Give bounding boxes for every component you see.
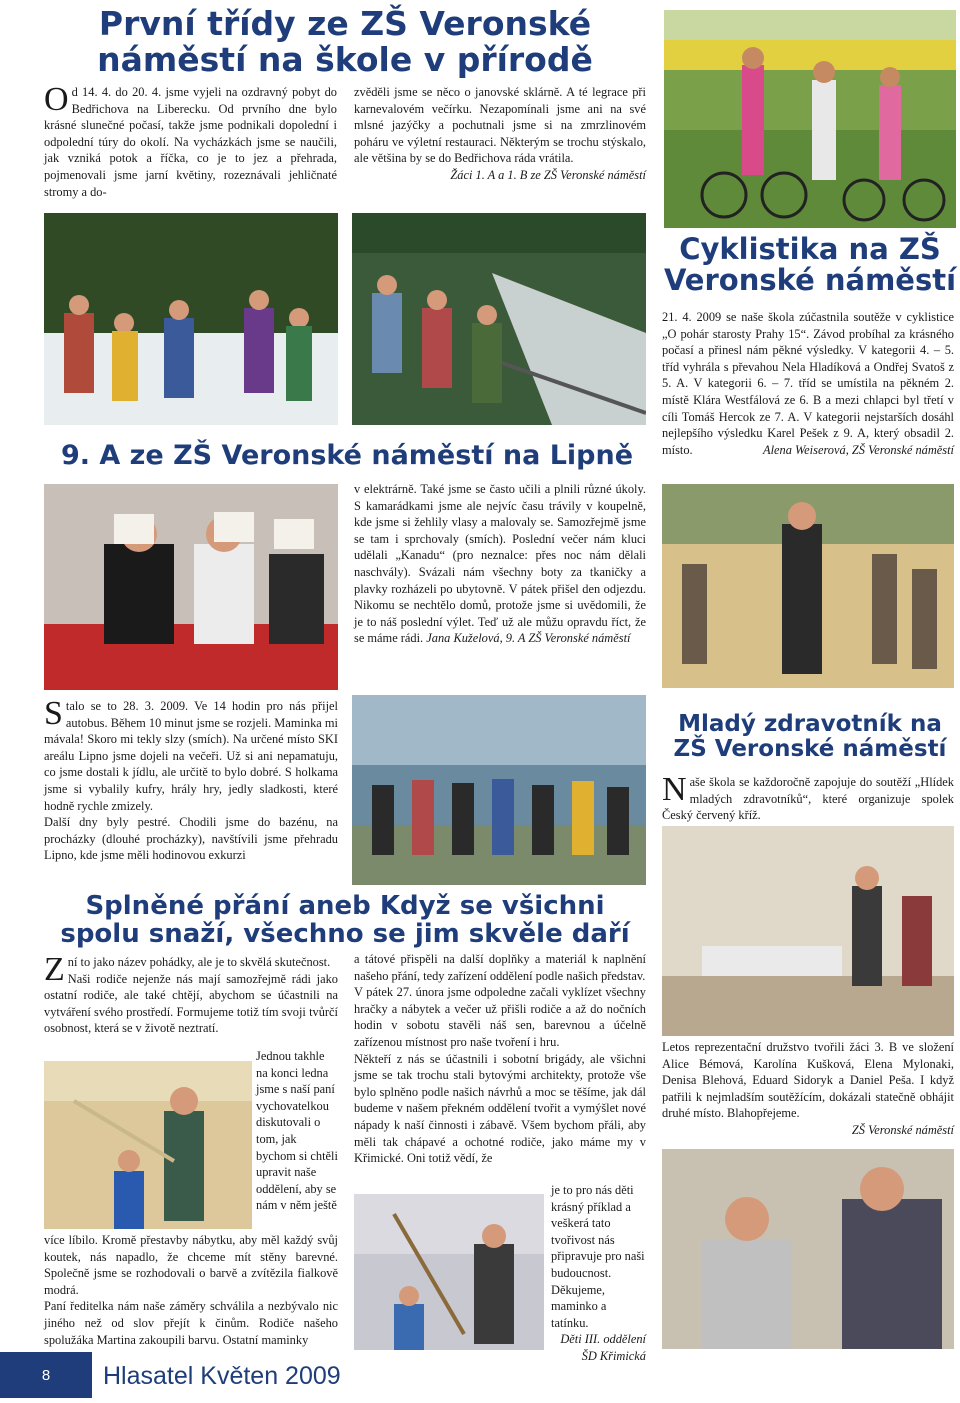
page-number: 8 bbox=[0, 1352, 92, 1398]
first-aid-photo bbox=[662, 826, 954, 1036]
title-line: Veronské náměstí bbox=[663, 263, 957, 298]
title-line: Mladý zdravotník na bbox=[678, 711, 942, 737]
article5-bottom-left bbox=[44, 1232, 338, 1348]
article5-text: ní to jako název pohádky, ale je to skvělá skutečnost. bbox=[67, 955, 331, 969]
article3-text: Další dny byly pestré. Chodili jsme do bazénu, na procházky (dlouhé procházky), navštívili jsme přehradu Lipno, kde jsme měli hodinovou exkurzi bbox=[44, 815, 338, 863]
article1-title bbox=[60, 6, 630, 77]
article5-text: V pátek 27. února jsme odpoledne začali vyklízet všechny hračky a nábytek a večer už přišli rodiče a až do nočních hodin v sobotu stavěli náš sen, barevnou a účelně zařízenou místnost pro naše tvoření i hru. bbox=[354, 985, 646, 1050]
article4-text: Letos reprezentační družstvo tvořili žáci 3. B ve složení Alice Bémová, Karolína Kušková, Elena Mylonaki, Denisa Blehová, Eduard Sidoryk a Daniel Peša. I když patřili k nejmladším soutěžícím, dokázali statečně obhájit druhé místo. Blahopřejeme. bbox=[662, 1040, 954, 1121]
dropcap: N bbox=[662, 771, 687, 808]
volleyball-photo bbox=[662, 484, 954, 688]
dropcap: S bbox=[44, 695, 63, 732]
article5-signature: Děti III. oddělení bbox=[560, 1332, 646, 1347]
title-line: Cyklistika na ZŠ bbox=[679, 232, 941, 266]
article4-body bbox=[662, 771, 954, 824]
article5-right-narrow bbox=[551, 1182, 646, 1365]
article3-text: talo se to 28. 3. 2009. Ve 14 hodin pro nás přijel autobus. Během 10 minut jsme se rozjeli. Maminka mi mávala! Skoro mi tekly slzy (smích). Na určené místo SKI areálu Lipno jsme dojeli na večeři. Už si ani nepamatuju, co jsme dostali k jídlu, ale určitě to bylo dobré. S holkama jsme si vybalily kufry, hrály hry, jedly sladkosti, které hodně rychle zmizely. bbox=[44, 699, 338, 813]
article4-signature: ZŠ Veronské náměstí bbox=[851, 1123, 954, 1138]
article1-signature: Žáci 1. A a 1. B ze ZŠ Veronské náměstí bbox=[450, 168, 646, 183]
article2-signature: Alena Weiserová, ZŠ Veronské náměstí bbox=[763, 442, 954, 457]
article2-title bbox=[660, 234, 960, 297]
article3-right-col bbox=[354, 481, 646, 647]
article1-text: d 14. 4. do 20. 4. jsme vyjeli na ozdravný pobyt do Bedřichova na Liberecku. Od prvního dne bylo krásné slunečné počasí, takže jsme podnikali dopolední i odpolední túry do okolí. Na vycházkách jsme se naučili, jak vzniká potok a říčka, co je to jez a přehrada, pojmenovali jsme jarní květiny, rozeznávali jehličnaté stromy a do- bbox=[44, 85, 337, 199]
lipno-group-photo bbox=[352, 695, 646, 885]
article5-text: Jednou takhle na konci ledna jsme s naší paní vychovatelkou diskutovali o tom, jak bychom si chtěli upravit naše oddělení, aby se nám v něm ještě bbox=[256, 1049, 338, 1213]
girls-photo bbox=[44, 484, 338, 690]
article5-intro bbox=[44, 951, 338, 1037]
title-line: První třídy ze ZŠ Veronské bbox=[98, 4, 592, 43]
article1-text: zvěděli jsme se něco o janovské sklárně. A té legrace při karnevalovém večírku. Nezapomínali jsme ani na své mlsné jazýčky a pochutnali jsme si na zmrzlinovém poháru ve výletní restauraci. Některým se trochu stýskalo, ale většina by se do Bedřichova ráda vrátila. bbox=[354, 85, 646, 166]
article5-text: je to pro nás děti krásný příklad a veškerá tato tvořivost nás připravuje pro naši budoucnost. Děkujeme, maminko a tatínku. bbox=[551, 1183, 645, 1330]
article3-text: v elektrárně. Také jsme se často učili a plnili různé úkoly. S kamarádkami jsme ale nejvíc času trávily v koupelně, kde jsme si žehlily vlasy a malovaly se. Samozřejmě jsme se tam i sprchovaly (smích). Poslední večer nám kluci udělali „Kanadu“ (pro neznalce: přes noc nám dělali naschvály). Svázali nám všechny boty za tkaničky a plavky rozházeli po ubytovně. V pátek přišel den odjezdu. Nikomu se nechtělo domů, protože jsme si uvědomili, že je to náš poslední výlet. Teď už ale můžu opravdu říct, že se máme rádi. bbox=[354, 482, 646, 646]
article3-left-col bbox=[44, 695, 338, 864]
article5-text: Někteří z nás se účastnili i sobotní brigády, ale všichni jsme se tak trochu stali bytovými architekty, protože vše bylo splněno podle našich návrhů a moc se těšíme, jak dál budeme v našem překném oddělení tvořit a vymýšlet nové nápady k naší činnosti i zábavě. Všem bychom přáli, aby měli tak chápavé a ochotné rodiče, jako máme my v Křimické. Oni totiž vědí, že bbox=[354, 1051, 646, 1166]
article4-title bbox=[660, 712, 960, 762]
room-painting-photo bbox=[354, 1194, 544, 1350]
article5-narrow-col bbox=[256, 1048, 338, 1214]
article5-title bbox=[30, 892, 660, 948]
article5-signature: ŠD Křimická bbox=[581, 1349, 646, 1364]
dropcap: Z bbox=[44, 951, 65, 988]
article3-signature: Jana Kuželová, 9. A ZŠ Veronské náměstí bbox=[426, 631, 631, 646]
magazine-title: Hlasatel Květen 2009 bbox=[103, 1362, 341, 1390]
article4-text: aše škola se každoročně zapojuje do soutěží „Hlídek mladých zdravotníků“, které organizuje spolek Český červený kříž. bbox=[662, 775, 954, 823]
dam-photo bbox=[352, 213, 646, 425]
article2-text: 21. 4. 2009 se naše škola zúčastnila soutěže v cyklistice „O pohár starosty Prahy 15“. Závod probíhal za krásného počasí a přinesl nám pěkné výsledky. V kategorii 4. – 5. tříd vyhrála s převahou Nela Hladíková a Ondřej Svatoš z 5. A. V kategorii 6. – 7. tříd se umístila na pěkném 2. místě Klára Westfálová ze 6. B a mezi chlapci byl třetí v cíli Tomáš Hercok ze 7. A. V kategorii nejstarších dosáhl nejlepšího výsledku Karel Pešek z 9. A, který obsadil 2. místo. bbox=[662, 310, 954, 457]
title-line: náměstí na škole v přírodě bbox=[97, 39, 593, 79]
title-line: Splněné přání aneb Když se všichni bbox=[85, 891, 605, 921]
article3-title: 9. A ze ZŠ Veronské náměstí na Lipně bbox=[60, 440, 634, 471]
dropcap: O bbox=[44, 81, 69, 118]
children-group-photo bbox=[44, 213, 338, 425]
painting-photo bbox=[44, 1061, 252, 1229]
article2-body bbox=[662, 309, 954, 458]
article5-text: Paní ředitelka nám naše záměry schválila a nezbývalo nic jiného než od slov přejít k činům. Rodiče našeho spolužáka Martina zakoupili barvu. Ostatní maminky bbox=[44, 1299, 338, 1347]
article5-text: a tátové přispěli na další doplňky a materiál k naplnění našeho přání, tedy zařízení oddělení podle našich představ. bbox=[354, 952, 646, 983]
title-line: ZŠ Veronské náměstí bbox=[673, 735, 947, 762]
title-line: spolu snaží, všechno se jim skvěle daří bbox=[60, 919, 630, 950]
bandage-photo bbox=[662, 1149, 954, 1349]
cyclists-photo bbox=[664, 10, 956, 228]
article1-col1 bbox=[44, 81, 337, 200]
article1-col2 bbox=[354, 84, 646, 184]
article4-body2 bbox=[662, 1039, 954, 1139]
article5-text: více líbilo. Kromě přestavby nábytku, aby měl každý svůj koutek, nás napadlo, že chceme mít stěny barevné. Společně jsme se rozhodovali o barvě a zvítězila fialkově modrá. bbox=[44, 1233, 338, 1297]
article5-middle-col bbox=[354, 951, 646, 1167]
article5-text: Naši rodiče nejenže nás mají samozřejmě rádi jako ostatní rodiče, ale také chtějí, abychom se účastnili na vytváření svého prostředí. Formujeme totiž tím svoji tvůrčí osobnost, která se v životě neztratí. bbox=[44, 971, 338, 1036]
